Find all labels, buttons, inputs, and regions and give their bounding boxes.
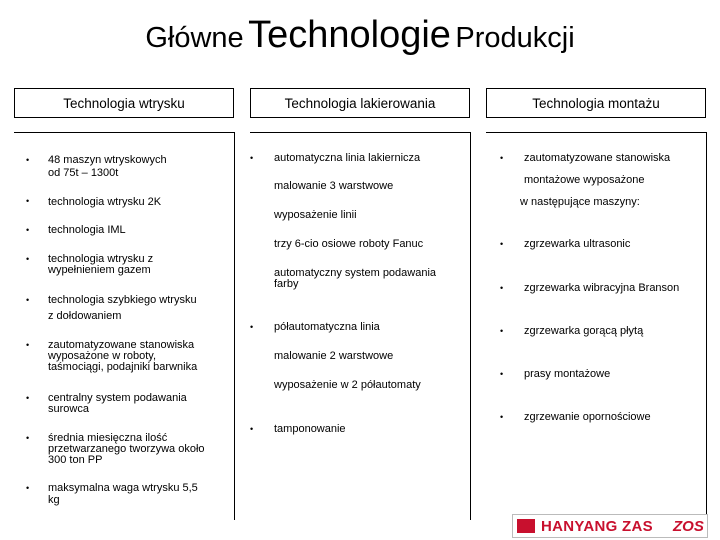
list-item: w następujące maszyny: [520, 196, 640, 208]
list-item: 48 maszyn wtryskowych [48, 154, 167, 166]
logo-text: HANYANG ZAS [541, 518, 653, 535]
list-item: trzy 6-cio osiowe roboty Fanuc [274, 238, 424, 250]
list-item: wyposażone w roboty, [48, 350, 157, 362]
bullet: • [26, 155, 30, 165]
bullet: • [250, 424, 254, 434]
list-item: przetwarzanego tworzywa około [48, 443, 205, 455]
bullet: • [500, 326, 504, 336]
list-item: malowanie 3 warstwowe [274, 180, 394, 192]
list-item: technologia wtrysku z [48, 253, 154, 265]
bullet: • [500, 412, 504, 422]
logo-badge-icon [517, 519, 535, 533]
bullet: • [500, 239, 504, 249]
bullet: • [26, 340, 30, 350]
heading-lakierowanie: Technologia lakierowania [250, 88, 470, 118]
list-item: zgrzewarka gorącą płytą [524, 325, 644, 337]
bullet: • [26, 433, 30, 443]
divider-montaz-top [486, 132, 706, 133]
divider-lakierowanie-right [470, 132, 471, 520]
list-item: 300 ton PP [48, 454, 103, 466]
list-item: tamponowanie [274, 423, 346, 435]
bullet: • [500, 369, 504, 379]
list-item: technologia szybkiego wtrysku [48, 294, 197, 306]
list-item: zautomatyzowane stanowiska [524, 152, 671, 164]
list-item: technologia wtrysku 2K [48, 196, 162, 208]
list-item: surowca [48, 403, 89, 415]
list-item: zautomatyzowane stanowiska [48, 339, 195, 351]
heading-montaz: Technologia montażu [486, 88, 706, 118]
bullet: • [26, 225, 30, 235]
logo-mark: ZOS [673, 518, 704, 535]
bullet: • [26, 393, 30, 403]
divider-lakierowanie-top [250, 132, 470, 133]
list-item: zgrzewarka ultrasonic [524, 238, 631, 250]
list-item: zgrzewarka wibracyjna Branson [524, 282, 680, 294]
divider-montaz-right [706, 132, 707, 514]
list-item: wypełnieniem gazem [48, 264, 151, 276]
bullet: • [26, 196, 30, 206]
slide-title [0, 10, 720, 68]
bullet: • [250, 322, 254, 332]
list-item: automatyczna linia lakiernicza [274, 152, 421, 164]
list-item: kg [48, 494, 60, 506]
title-part-2: Technologie [248, 14, 451, 56]
list-item: technologia IML [48, 224, 126, 236]
list-item: wyposażenie w 2 półautomaty [274, 379, 421, 391]
list-item: maksymalna waga wtrysku 5,5 [48, 482, 198, 494]
list-item: zgrzewanie opornościowe [524, 411, 651, 423]
divider-wtrysk-right [234, 132, 235, 520]
list-item: półautomatyczna linia [274, 321, 380, 333]
bullet: • [26, 483, 30, 493]
list-item: montażowe wyposażone [524, 174, 645, 186]
title-part-3: Produkcji [455, 22, 575, 54]
bullet: • [500, 153, 504, 163]
bullet: • [250, 153, 254, 163]
bullet: • [500, 283, 504, 293]
company-logo [512, 514, 708, 538]
bullet: • [26, 295, 30, 305]
heading-wtrysk: Technologia wtrysku [14, 88, 234, 118]
list-item: malowanie 2 warstwowe [274, 350, 394, 362]
list-item: centralny system podawania [48, 392, 187, 404]
title-part-1: Główne [145, 22, 244, 54]
list-item: od 75t – 1300t [48, 167, 119, 179]
list-item: farby [274, 278, 299, 290]
list-item: taśmociągi, podajniki barwnika [48, 361, 198, 373]
divider-wtrysk-top [14, 132, 234, 133]
list-item: średnia miesięczna ilość [48, 432, 168, 444]
bullet: • [26, 254, 30, 264]
list-item: prasy montażowe [524, 368, 611, 380]
list-item: wyposażenie linii [274, 209, 357, 221]
list-item: automatyczny system podawania [274, 267, 437, 279]
list-item: z dołdowaniem [48, 310, 122, 322]
